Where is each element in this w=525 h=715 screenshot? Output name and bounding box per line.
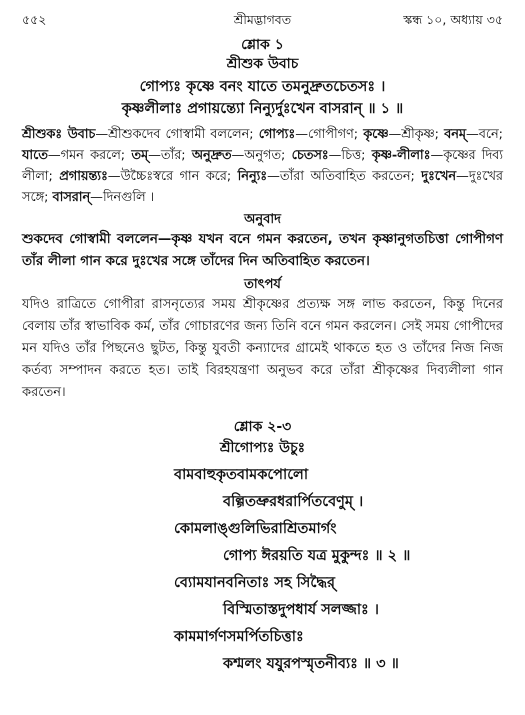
purport-text: যদিও রাত্রিতে গোপীরা রাসনৃত্যের সময় শ্রীকৃষ্ণের প্রত্যক্ষ সঙ্গ লাভ করতেন, কিন্তু দিনের বেলায় তাঁর স্বাভাবিক কর্ম, তাঁর গোচারণের জন্য তিনি বনে গমন করলেন। সেই সময় গোপীদের মন যদিও তাঁর পিছনেও ছুটত, কিন্তু যুবতী কন্যাদের গ্রামেই থাকতে হত ও তাঁদের নিজ নিজ কর্তব্য সম্পাদন করতে হত। তাই বিরহযন্ত্রণা অনুভব করে তাঁরা শ্রীকৃষ্ণের দিব্যলীলা গান করতেন। [22, 297, 503, 400]
translation-heading: অনুবাদ [244, 212, 281, 227]
verse-line: বিস্মিতাস্তদুপধার্য সলজ্জাঃ । [223, 602, 379, 618]
verse-1-heading: শ্লোক ১ [241, 37, 284, 53]
verse-line: কশ্মলং যযুরপস্মৃতনীব্যঃ ॥ ৩ ॥ [223, 656, 399, 672]
verse-line: বামবাহুকৃতবামকপোলো [174, 467, 309, 483]
verse-line: ব্যোমযানবনিতাঃ সহ সিদ্ধৈর্ [174, 575, 336, 591]
verse-1-line-1: গোপ্যঃ কৃষ্ণে বনং যাতে তমনুদ্রুতচেতসঃ । [139, 79, 386, 95]
verse-line: কোমলাঙ্গুলিভিরাশ্রিতমার্গং [174, 521, 337, 537]
translation-text: শুকদেব গোস্বামী বললেন—কৃষ্ণ যখন বনে গমন করতেন, তখন কৃষ্ণানুগতচিত্তা গোপীগণ তাঁর লীলা গান করে দুঃখের সঙ্গে তাঁদের দিন অতিবাহিত করতেন। [22, 232, 503, 269]
word-for-word [22, 124, 503, 208]
synonym-item: অনুদ্রুত—অনুগত; [191, 148, 286, 163]
synonym-item: গোপ্যঃ—গোপীগণ; [258, 127, 359, 142]
synonym-item: তম্—তাঁর; [131, 148, 186, 163]
page-number: ৫৫২ [22, 12, 47, 27]
synonym-item: নিন্যুঃ—তাঁরা অতিবাহিত করতেন; [237, 169, 415, 184]
verse-2-heading: শ্লোক ২-৩ [233, 419, 292, 435]
synonym-item: বাসরান্—দিনগুলি । [52, 190, 155, 205]
verse-line: কামমার্গণসমর্পিতচিত্তাঃ [174, 629, 304, 645]
synonym-item: শ্রীশুকঃ উবাচ—শ্রীশুকদেব গোস্বামী বললেন; [22, 127, 254, 142]
synonym-item: বনম্—বনে; [444, 127, 503, 142]
synonym-item: যাতে—গমন করলে; [22, 148, 126, 163]
purport-heading: তাৎপর্য [244, 277, 281, 292]
verse-1-line-2: কৃষ্ণলীলাঃ প্রগায়ন্ত্যো নিন্যুর্দুঃখেন বাসরান্ ॥ ১ ॥ [121, 101, 404, 117]
section-label: স্কন্ধ ১০, অধ্যায় ৩৫ [403, 12, 503, 27]
verse-line: গোপ্য ঈরয়তি যত্র মুকুন্দঃ ॥ ২ ॥ [223, 548, 411, 564]
synonym-item: প্রগায়ন্ত্যঃ—উচ্চৈঃস্বরে গান করে; [59, 169, 232, 184]
verse-1-speaker: শ্রীশুক উবাচ [226, 56, 299, 72]
synonym-item: কৃষ্ণে—শ্রীকৃষ্ণ; [363, 127, 439, 142]
verse-line: বল্গিতভ্রুরধরার্পিতবেণুম্ । [223, 494, 364, 510]
synonym-item: দুঃখেন—দুঃখের সঙ্গে; [22, 169, 503, 205]
book-title: শ্রীমদ্ভাগবত [233, 12, 292, 27]
verse-2-3-text [22, 462, 503, 678]
synonym-item: কৃষ্ণ-লীলাঃ—কৃষ্ণের দিব্য লীলা; [22, 148, 504, 184]
synonym-item: চেতসঃ—চিত্ত; [291, 148, 366, 163]
running-header [22, 6, 503, 28]
verse-2-speaker: শ্রীগোপ্যঃ উচুঃ [219, 440, 306, 456]
